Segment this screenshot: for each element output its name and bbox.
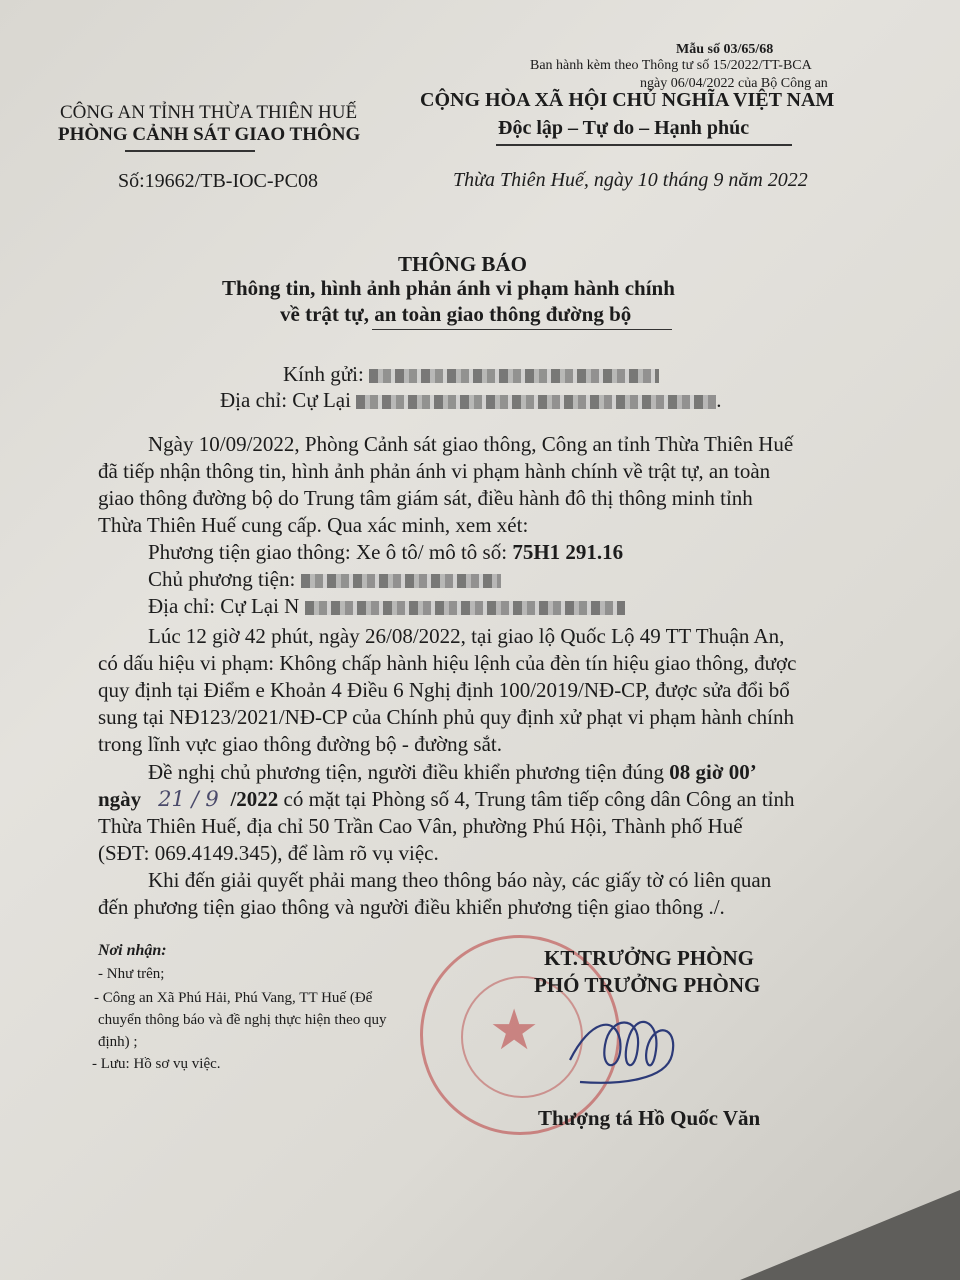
handwritten-date: 21 / 9 — [158, 787, 219, 811]
body-p3-line3: Thừa Thiên Huế, địa chỉ 50 Trần Cao Vân, phường Phú Hội, Thành phố Huế — [98, 814, 743, 838]
recipient-address-label: Địa chỉ: Cự Lại — [220, 388, 351, 412]
vehicle-label: Phương tiện giao thông: Xe ô tô/ mô tô số: — [148, 540, 508, 564]
body-p2-line3: quy định tại Điểm e Khoản 4 Điều 6 Nghị định 100/2019/NĐ-CP, được sửa đổi bổ — [98, 678, 790, 702]
recipient-label: Kính gửi: — [283, 362, 364, 386]
body-p1-line3: giao thông đường bộ do Trung tâm giám sát, điều hành đô thị thông minh tỉnh — [98, 486, 753, 510]
place-date: Thừa Thiên Huế, ngày 10 tháng 9 năm 2022 — [453, 169, 808, 191]
body-p2-line2: có dấu hiệu vi phạm: Không chấp hành hiệu lệnh của đèn tín hiệu giao thông, được — [98, 651, 797, 675]
agency-underline — [125, 150, 255, 152]
body-p3-line1 — [148, 760, 757, 785]
recipients-item2-line3: định) ; — [98, 1034, 138, 1050]
signatory-position2: PHÓ TRƯỞNG PHÒNG — [534, 973, 761, 997]
owner-label: Chủ phương tiện: — [148, 567, 296, 591]
appointment-time: 08 giờ 00’ — [669, 760, 757, 784]
appointment-place: có mặt tại Phòng số 4, Trung tâm tiếp công dân Công an tỉnh — [283, 787, 795, 811]
appointment-request: Đề nghị chủ phương tiện, người điều khiển phương tiện đúng — [148, 760, 664, 784]
recipients-item2-line1: - Công an Xã Phú Hải, Phú Vang, TT Huế (Để — [94, 990, 373, 1006]
redacted-owner-address — [305, 601, 625, 615]
document-subtitle-line2: về trật tự, an toàn giao thông đường bộ — [280, 302, 632, 326]
owner-address-line — [148, 594, 625, 619]
recipients-title: Nơi nhận: — [98, 942, 167, 959]
redacted-recipient — [369, 369, 659, 383]
handwritten-signature — [560, 1000, 710, 1095]
agency-line2: PHÒNG CẢNH SÁT GIAO THÔNG — [58, 124, 361, 145]
form-issued-line2: ngày 06/04/2022 của Bộ Công an — [640, 76, 828, 91]
document-number: Số:19662/TB-IOC-PC08 — [118, 170, 319, 192]
form-issued-line1: Ban hành kèm theo Thông tư số 15/2022/TT-BCA — [530, 58, 812, 73]
recipients-item2-line2: chuyển thông báo và đề nghị thực hiện theo quy — [98, 1012, 387, 1028]
body-p2-line5: trong lĩnh vực giao thông đường bộ - đường sắt. — [98, 732, 502, 756]
recipient-address-line — [220, 388, 721, 413]
document-subtitle-line1: Thông tin, hình ảnh phản ánh vi phạm hành chính — [222, 276, 675, 300]
body-p1-line1: Ngày 10/09/2022, Phòng Cảnh sát giao thông, Công an tỉnh Thừa Thiên Huế — [148, 432, 794, 456]
body-p1-line4: Thừa Thiên Huế cung cấp. Qua xác minh, xem xét: — [98, 513, 529, 537]
document-title: THÔNG BÁO — [398, 252, 527, 276]
subtitle-underline — [372, 329, 672, 330]
appointment-year: /2022 — [230, 787, 279, 811]
motto-underline — [496, 144, 792, 146]
body-p1-line2: đã tiếp nhận thông tin, hình ảnh phản ánh vi phạm hành chính về trật tự, an toàn — [98, 459, 771, 483]
recipients-item1: - Như trên; — [98, 966, 165, 982]
body-p2-line1: Lúc 12 giờ 42 phút, ngày 26/08/2022, tại giao lộ Quốc Lộ 49 TT Thuận An, — [148, 624, 785, 648]
address-end-period: . — [716, 388, 722, 412]
body-p4-line2: đến phương tiện giao thông và người điều khiển phương tiện giao thông ./. — [98, 895, 725, 919]
redacted-recipient-address — [356, 395, 716, 409]
body-p2-line4: sung tại NĐ123/2021/NĐ-CP của Chính phủ quy định xử phạt vi phạm hành chính — [98, 705, 794, 729]
national-motto: Độc lập – Tự do – Hạnh phúc — [498, 117, 750, 139]
vehicle-plate: 75H1 291.16 — [512, 540, 624, 564]
redacted-owner-name — [301, 574, 501, 588]
form-code: Mẫu số 03/65/68 — [676, 42, 774, 57]
appointment-day-label: ngày — [98, 787, 142, 811]
body-p3-line2 — [98, 787, 795, 812]
signatory-name: Thượng tá Hồ Quốc Văn — [538, 1106, 761, 1130]
vehicle-line — [148, 540, 623, 565]
owner-line — [148, 567, 501, 592]
owner-address-label: Địa chỉ: Cự Lại N — [148, 594, 300, 618]
country-name: CỘNG HÒA XÃ HỘI CHỦ NGHĨA VIỆT NAM — [420, 89, 835, 111]
recipients-item3: - Lưu: Hồ sơ vụ việc. — [92, 1056, 221, 1072]
body-p3-line4: (SĐT: 069.4149.345), để làm rõ vụ việc. — [98, 841, 439, 865]
page-corner-shadow — [740, 1190, 960, 1280]
body-p4-line1: Khi đến giải quyết phải mang theo thông báo này, các giấy tờ có liên quan — [148, 868, 772, 892]
signatory-position1: KT.TRƯỞNG PHÒNG — [544, 946, 754, 970]
recipient-line — [283, 362, 659, 387]
star-emblem-icon: ★ — [489, 1000, 540, 1062]
agency-line1: CÔNG AN TỈNH THỪA THIÊN HUẾ — [60, 102, 358, 123]
